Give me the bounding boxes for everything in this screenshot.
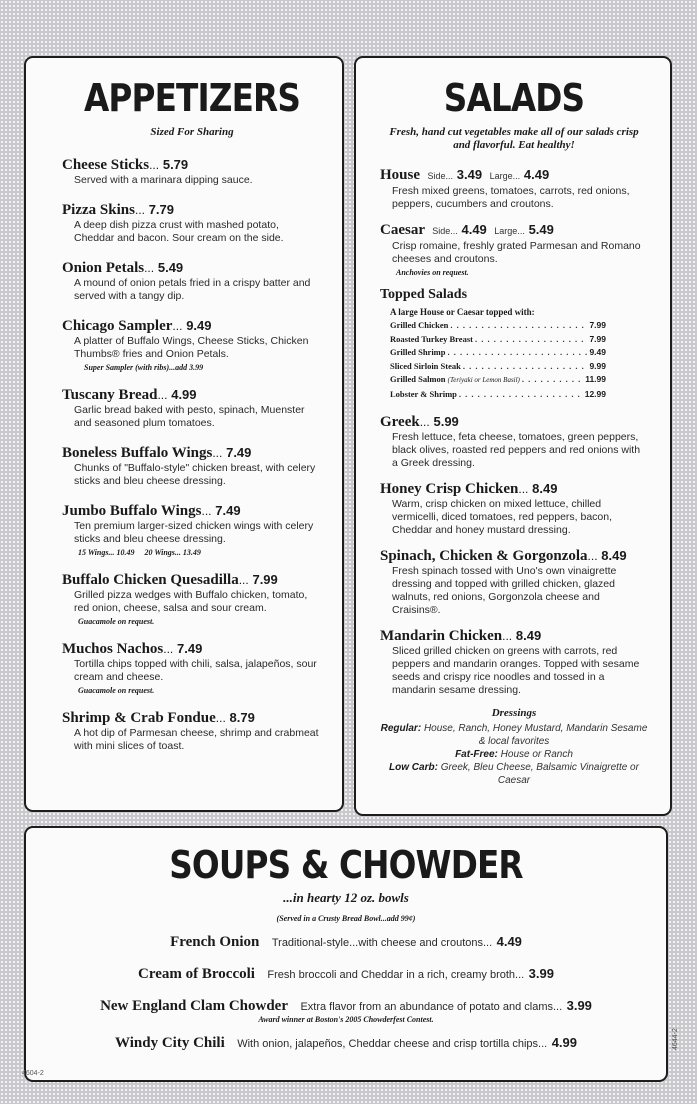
topped-row: Sliced Sirloin Steak . . . 9.99 — [390, 360, 606, 374]
item-description: A platter of Buffalo Wings, Cheese Sticks, Chicken Thumbs® fries and Onion Petals. — [74, 335, 309, 360]
print-code-left: 4604-2 — [22, 1070, 44, 1077]
topped-salads-heading: Topped Salads — [380, 287, 468, 302]
menu-item: Honey Crisp Chicken... 8.49 Warm, crisp chicken on mixed lettuce, chilled vermicelli, diced tomatoes, red peppers, bacon, Cheddar and honey mustard dressing. — [380, 480, 648, 537]
item-name: Boneless Buffalo Wings — [62, 445, 213, 461]
soup-description: Fresh broccoli and Cheddar in a rich, creamy broth... — [267, 969, 525, 981]
print-code-right: 4644-2 — [672, 1028, 679, 1050]
salads-panel — [354, 56, 672, 816]
item-description: Ten premium larger-sized chicken wings with celery sticks and bleu cheese dressing. — [74, 520, 314, 545]
menu-item: Tuscany Bread... 4.99 Garlic bread baked with pesto, spinach, Muenster and seasoned plum tomatoes. — [62, 386, 322, 430]
item-description: Grilled pizza wedges with Buffalo chicken, tomato, red onion, cheese, salsa and sour cream. — [74, 589, 308, 614]
soup-item — [56, 933, 636, 951]
item-description: A hot dip of Parmesan cheese, shrimp and crabmeat with mini slices of toast. — [74, 727, 319, 752]
item-name: Jumbo Buffalo Wings — [62, 503, 202, 519]
menu-item: Jumbo Buffalo Wings... 7.49 Ten premium larger-sized chicken wings with celery sticks and bleu cheese dressing. 15 Wings... 10.49 20 Wings... 13.49 — [62, 502, 322, 557]
item-name: Pizza Skins — [62, 202, 135, 218]
item-price: 8.49 — [532, 481, 558, 496]
soup-price: 4.49 — [496, 934, 522, 949]
soups-panel — [24, 826, 668, 1082]
item-note: Super Sampler (with ribs)...add 3.99 — [84, 363, 204, 372]
appetizers-panel — [24, 56, 344, 812]
salads-subtitle: Fresh, hand cut vegetables make all of our salads crisp and flavorful. Eat healthy! — [389, 126, 639, 151]
menu-item: Mandarin Chicken... 8.49 Sliced grilled chicken on greens with carrots, red peppers and mandarin oranges. Topped with sesame seeds and crispy rice noodles and tossed in a mandarin sesame dressing. — [380, 627, 648, 697]
soup-name: French Onion — [170, 934, 260, 950]
menu-item: Chicago Sampler... 9.49 A platter of Buffalo Wings, Cheese Sticks, Chicken Thumbs® fries and Onion Petals. Super Sampler (with ribs)...add 3.99 — [62, 317, 322, 372]
topped-row: Grilled Shrimp . . . 9.49 — [390, 346, 606, 360]
item-price: 7.49 — [177, 641, 203, 656]
item-price: 8.49 — [515, 628, 542, 643]
soup-description: Traditional-style...with cheese and croutons... — [271, 937, 493, 949]
soup-item — [56, 997, 636, 1024]
soup-name: New England Clam Chowder — [100, 998, 288, 1014]
menu-item: Cheese Sticks... 5.79 Served with a marinara dipping sauce. — [62, 156, 322, 187]
item-description: A deep dish pizza crust with mashed potato, Cheddar and bacon. Sour cream on the side. — [74, 219, 284, 244]
soups-title: SOUPS & CHOWDER — [169, 843, 523, 887]
item-name: Buffalo Chicken Quesadilla — [62, 572, 239, 588]
topped-row: Grilled Chicken . . . 7.99 — [390, 319, 606, 333]
item-name: Onion Petals — [62, 260, 145, 276]
item-name: Mandarin Chicken — [380, 628, 503, 644]
menu-item: Greek... 5.99 Fresh lettuce, feta cheese, tomatoes, green peppers, black olives, roasted red peppers and red onions with a Greek dressing. — [380, 413, 648, 470]
soup-award: Award winner at Boston's 2005 Chowderfest Contest. — [258, 1015, 434, 1024]
item-description: Crisp romaine, freshly grated Parmesan and Romano cheeses and croutons. — [392, 240, 641, 265]
item-price: 5.79 — [162, 157, 189, 172]
item-price: 4.49 — [461, 222, 487, 237]
item-description: Chunks of "Buffalo-style" chicken breast, with celery sticks and bleu cheese dressing. — [74, 462, 316, 487]
item-name: Muchos Nachos — [62, 641, 164, 657]
appetizers-title: APPETIZERS — [83, 76, 301, 120]
item-name: Cheese Sticks — [62, 157, 150, 173]
menu-item: Boneless Buffalo Wings... 7.49 Chunks of "Buffalo-style" chicken breast, with celery sticks and bleu cheese dressing. — [62, 444, 322, 488]
item-price: 7.79 — [148, 202, 175, 217]
soup-price: 3.99 — [528, 966, 554, 981]
item-price: 8.79 — [229, 710, 255, 725]
item-description: Served with a marinara dipping sauce. — [74, 174, 253, 186]
dressings-block: Dressings Regular: House, Ranch, Honey Mustard, Mandarin Sesame & local favorites Fat-Free: House or Ranch Low Carb: Greek, Bleu Cheese, Balsamic Vinaigrette or Caesar — [380, 707, 648, 786]
soup-name: Cream of Broccoli — [138, 966, 255, 982]
menu-item: Pizza Skins... 7.79 A deep dish pizza crust with mashed potato, Cheddar and bacon. Sour cream on the side. — [62, 201, 322, 245]
soup-price: 3.99 — [566, 998, 592, 1013]
menu-item: Shrimp & Crab Fondue... 8.79 A hot dip of Parmesan cheese, shrimp and crabmeat with mini slices of toast. — [62, 709, 322, 753]
menu-item-caesar: Caesar Side... 4.49 Large... 5.49 Crisp romaine, freshly grated Parmesan and Romano cheeses and croutons. Anchovies on request. — [380, 221, 648, 277]
item-description: Garlic bread baked with pesto, spinach, Muenster and seasoned plum tomatoes. — [74, 404, 305, 429]
item-description: A mound of onion petals fried in a crispy batter and served with a tangy dip. — [74, 277, 311, 302]
appetizers-subtitle: Sized For Sharing — [150, 126, 234, 138]
item-price: 4.49 — [523, 167, 550, 182]
item-name: Chicago Sampler — [62, 318, 173, 334]
item-name: Spinach, Chicken & Gorgonzola — [380, 548, 588, 564]
soup-item — [56, 1034, 636, 1052]
item-description: Warm, crisp chicken on mixed lettuce, chilled vermicelli, diced tomatoes, red peppers, bacon, Cheddar and honey mustard dressing. — [392, 498, 613, 536]
topped-row: Lobster & Shrimp . . . 12.99 — [390, 388, 606, 402]
item-description: Tortilla chips topped with chili, salsa, jalapeños, sour cream and cheese. — [74, 658, 317, 683]
item-note: Anchovies on request. — [396, 268, 469, 277]
item-note: Guacamole on request. — [78, 617, 155, 626]
menu-item: Spinach, Chicken & Gorgonzola... 8.49 Fresh spinach tossed with Uno's own vinaigrette dressing and topped with grilled chicken, glazed walnuts, red onions, Gorgonzola cheese and Craisins®. — [380, 547, 648, 617]
item-description: Sliced grilled chicken on greens with carrots, red peppers and mandarin oranges. Topped with sesame seeds and crispy rice noodles and tossed in a mandarin sesame dressing. — [392, 645, 640, 696]
item-price: 5.49 — [528, 222, 554, 237]
soup-description: Extra flavor from an abundance of potato and clams... — [300, 1001, 563, 1013]
soups-subtitle: ...in hearty 12 oz. bowls — [283, 890, 409, 905]
item-name: Caesar — [380, 222, 425, 238]
item-price: 5.99 — [433, 414, 459, 429]
menu-item: Buffalo Chicken Quesadilla... 7.99 Grilled pizza wedges with Buffalo chicken, tomato, red onion, cheese, salsa and sour cream. Guacamole on request. — [62, 571, 322, 626]
menu-item: Onion Petals... 5.49 A mound of onion petals fried in a crispy batter and served with a tangy dip. — [62, 259, 322, 303]
soup-price: 4.99 — [551, 1035, 577, 1050]
item-name: Shrimp & Crab Fondue — [62, 710, 216, 726]
topped-row: Grilled Salmon (Teriyaki or Lemon Basil) . . . 11.99 — [390, 373, 606, 388]
item-price: 5.49 — [157, 260, 184, 275]
item-description: Fresh mixed greens, tomatoes, carrots, red onions, peppers, cucumbers and croutons. — [392, 185, 630, 210]
soup-item — [56, 965, 636, 983]
soup-name: Windy City Chili — [115, 1035, 225, 1051]
item-price: 9.49 — [186, 318, 212, 333]
item-name: Greek — [380, 414, 420, 430]
item-name: Tuscany Bread — [62, 387, 158, 403]
item-description: Fresh lettuce, feta cheese, tomatoes, green peppers, black olives, roasted red peppers and red onions with a Greek dressing. — [392, 431, 641, 469]
topped-row: Roasted Turkey Breast . . . 7.99 — [390, 333, 606, 347]
topped-salads-intro: A large House or Caesar topped with: — [390, 307, 535, 317]
item-price: 8.49 — [601, 548, 627, 563]
item-description: Fresh spinach tossed with Uno's own vinaigrette dressing and topped with grilled chicken, glazed walnuts, red onions, Gorgonzola cheese and Craisins®. — [392, 565, 617, 616]
item-price: 7.99 — [252, 572, 278, 587]
item-price: 7.49 — [215, 503, 241, 518]
menu-item-house: House Side... 3.49 Large... 4.49 Fresh mixed greens, tomatoes, carrots, red onions, peppers, cucumbers and croutons. — [380, 166, 648, 211]
item-price: 7.49 — [226, 445, 252, 460]
item-price: 4.99 — [171, 387, 197, 402]
soup-description: With onion, jalapeños, Cheddar cheese and crisp tortilla chips... — [237, 1038, 548, 1050]
item-name: House — [380, 167, 421, 183]
soups-note: (Served in a Crusty Bread Bowl...add 99¢) — [276, 914, 416, 923]
menu-item: Muchos Nachos... 7.49 Tortilla chips topped with chili, salsa, jalapeños, sour cream and cheese. Guacamole on request. — [62, 640, 322, 695]
item-note: Guacamole on request. — [78, 686, 155, 695]
salads-title: SALADS — [443, 76, 585, 120]
item-price: 3.49 — [456, 167, 483, 182]
dressings-heading: Dressings — [491, 707, 537, 719]
item-note: 15 Wings... 10.49 20 Wings... 13.49 — [78, 548, 201, 557]
item-name: Honey Crisp Chicken — [380, 481, 519, 497]
